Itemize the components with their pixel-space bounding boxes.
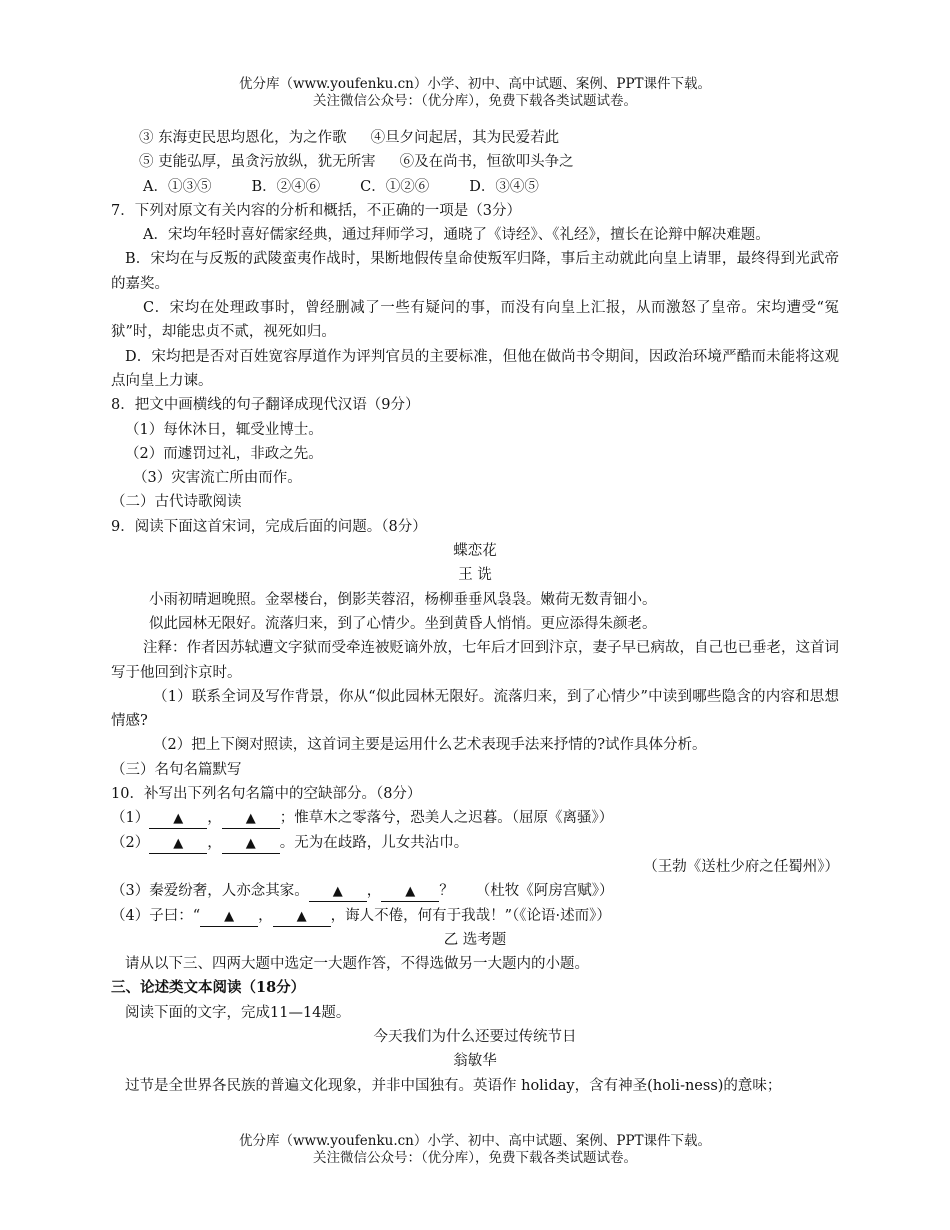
section-dictation: （三）名句名篇默写 — [111, 761, 242, 778]
poem-note: 注释：作者因苏轼遭文字狱而受牵连被贬谪外放，七年后才回到汴京，妻子早已病故，自己也已垂老，这首词写于他回到汴京时。 — [111, 640, 839, 681]
q6-options-34 — [111, 126, 839, 150]
elective-title: 乙 选考题 — [443, 931, 507, 948]
q7-option-c: C．宋均在处理政事时，曾经删减了一些有疑问的事，而没有向皇上汇报，从而激怒了皇帝。宋均遭受“冤狱”时，却能忠贞不贰，视死如归。 — [111, 300, 839, 341]
answer-blank[interactable]: ▲ — [149, 810, 207, 829]
q8-sentence-3: （3）灾害流亡所由而作。 — [133, 470, 302, 487]
part3-heading: 三、论述类文本阅读（18分） — [111, 979, 306, 997]
q6-choices — [111, 175, 839, 199]
header-line-2: 关注微信公众号：（优分库），免费下载各类试题试卷。 — [313, 93, 637, 109]
article-author: 翁敏华 — [453, 1053, 497, 1070]
answer-blank[interactable]: ▲ — [273, 908, 331, 927]
q9-stem: 9．阅读下面这首宋词，完成后面的问题。（8分） — [111, 518, 427, 535]
answer-blank[interactable]: ▲ — [222, 835, 280, 854]
page-header — [0, 76, 950, 110]
page-footer — [0, 1133, 950, 1167]
q6-options-56 — [111, 150, 839, 174]
document-body — [111, 126, 839, 1098]
q7-option-b: B．宋均在与反叛的武陵蛮夷作战时，果断地假传皇命使叛军归降，事后主动就此向皇上请罪，最终得到光武帝的嘉奖。 — [111, 251, 839, 292]
q8-stem: 8．把文中画横线的句子翻译成现代汉语（9分） — [111, 397, 420, 414]
answer-blank[interactable]: ▲ — [309, 883, 367, 902]
q8-sentence-1: （1）每休沐日，辄受业博士。 — [125, 421, 323, 438]
footer-line-1: 优分库（www.youfenku.cn）小学、初中、高中试题、案例、PPT课件下载。 — [238, 1133, 712, 1149]
answer-blank[interactable]: ▲ — [149, 835, 207, 854]
q6-option-5: ⑤ 吏能弘厚，虽贪污放纵，犹无所害 — [139, 154, 376, 171]
q6-choice-a: A．①③⑤ — [143, 178, 212, 195]
section-poetry: （二）古代诗歌阅读 — [111, 494, 242, 511]
q6-option-6: ⑥及在尚书，恒欲叩头争之 — [399, 154, 574, 171]
poem-author: 王 诜 — [458, 567, 492, 584]
q6-option-3: ③ 东海吏民思均恩化，为之作歌 — [139, 130, 347, 146]
q10-line-3: （3）秦爱纷奢，人亦念其家。 ▲ ， ▲ ？ （杜牧《阿房宫赋》） — [111, 879, 839, 903]
q7-option-d: D．宋均把是否对百姓宽容厚道作为评判官员的主要标准，但他在做尚书令期间，因政治环境严酷而未能将这观点向皇上力谏。 — [111, 348, 839, 389]
q10-line-4: （4）子曰：“ ▲ ， ▲ ，诲人不倦，何有于我哉！”（《论语·述而》） — [111, 904, 839, 928]
elective-instruction: 请从以下三、四两大题中选定一大题作答，不得选做另一大题内的小题。 — [125, 956, 589, 973]
q9-subquestion-1: （1）联系全词及写作背景，你从“似此园林无限好。流落归来，到了心情少”中读到哪些隐含的内容和思想情感? — [111, 688, 840, 730]
article-title: 今天我们为什么还要过传统节日 — [373, 1028, 577, 1045]
q10-stem: 10．补写出下列名句名篇中的空缺部分。（8分） — [111, 786, 422, 803]
poem-title: 蝶恋花 — [453, 543, 497, 560]
poem-verse-2: 似此园林无限好。流落归来，到了心情少。坐到黄昏人悄悄。更应添得朱颜老。 — [149, 615, 657, 632]
answer-blank[interactable]: ▲ — [200, 908, 258, 927]
answer-blank[interactable]: ▲ — [381, 883, 439, 902]
q10-line-2: （2） ▲ ， ▲ 。无为在歧路，儿女共沾巾。 — [111, 831, 839, 855]
q6-choice-b: B．②④⑥ — [251, 178, 321, 195]
q8-sentence-2: （2）而遽罚过礼，非政之先。 — [125, 445, 323, 462]
part3-intro: 阅读下面的文字，完成11—14题。 — [125, 1004, 351, 1021]
q6-choice-d: D．③④⑤ — [469, 178, 539, 195]
footer-line-2: 关注微信公众号：（优分库），免费下载各类试题试卷。 — [313, 1150, 637, 1166]
article-first-line: 过节是全世界各民族的普遍文化现象，并非中国独有。英语作 holiday，含有神圣(holi-ness)的意味； — [125, 1077, 782, 1094]
q7-stem: 7．下列对原文有关内容的分析和概括，不正确的一项是（3分） — [111, 202, 521, 219]
q6-option-4: ④旦夕问起居，其为民爱若此 — [370, 130, 560, 146]
answer-blank[interactable]: ▲ — [222, 810, 280, 829]
poem-verse-1: 小雨初晴迴晚照。金翠楼台，倒影芙蓉沼，杨柳垂垂风袅袅。嫩荷无数青钿小。 — [149, 591, 657, 608]
header-line-1: 优分库（www.youfenku.cn）小学、初中、高中试题、案例、PPT课件下载。 — [238, 76, 712, 92]
q10-line-1: （1） ▲ ， ▲ ；惟草木之零落兮，恐美人之迟暮。（屈原《离骚》） — [111, 806, 839, 830]
q10-line-2-source: （王勃《送杜少府之任蜀州》） — [643, 858, 839, 875]
q6-choice-c: C．①②⑥ — [360, 178, 430, 195]
q9-subquestion-2: （2）把上下阕对照读，这首词主要是运用什么艺术表现手法来抒情的?试作具体分析。 — [153, 737, 707, 754]
q7-option-a: A．宋均年轻时喜好儒家经典，通过拜师学习，通晓了《诗经》、《礼经》，擅长在论辩中解决难题。 — [143, 227, 770, 244]
